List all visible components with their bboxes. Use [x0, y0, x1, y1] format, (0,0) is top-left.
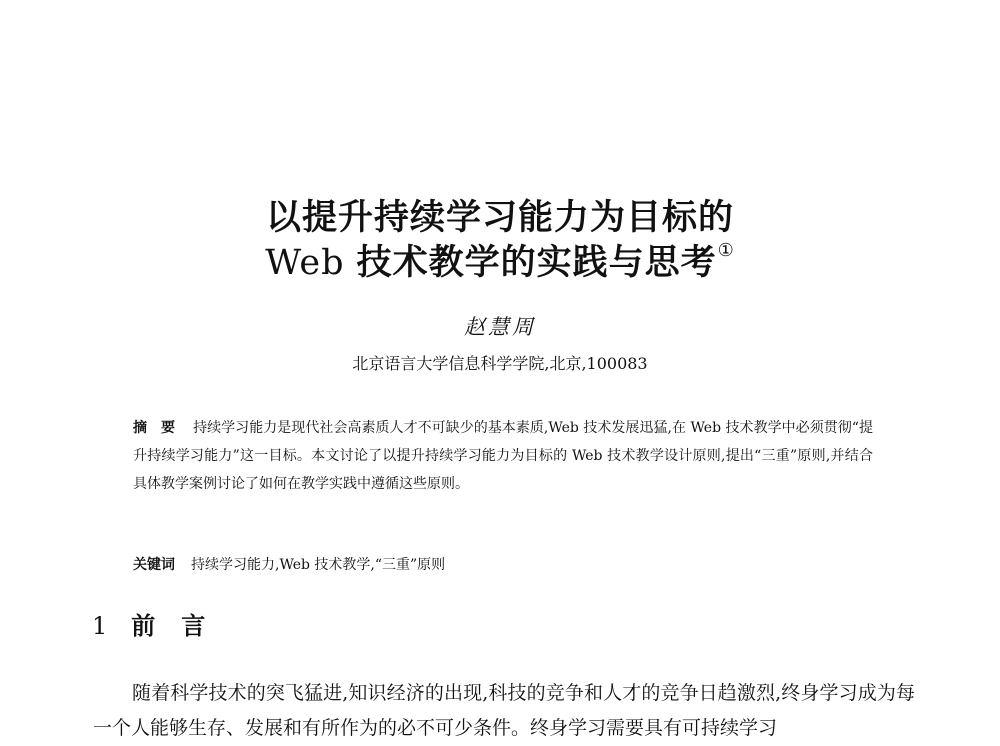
abstract-label: 摘要 [133, 420, 190, 436]
keywords [133, 555, 873, 575]
section-title: 前言 [131, 611, 232, 640]
abstract [133, 414, 873, 498]
section-heading [92, 611, 232, 640]
body-paragraph: 随着科学技术的突飞猛进,知识经济的出现,科技的竞争和人才的竞争日趋激烈,终身学习成为每一个人能够生存、发展和有所作为的必不可少条件。终身学习需要具有可持续学习 [93, 682, 915, 739]
section-number: 1 [92, 612, 108, 640]
title-footnote-mark: ① [717, 240, 735, 261]
paper-title-line-2 [0, 240, 1000, 283]
paper-title-line-1 [0, 198, 1000, 238]
title-line-2-latin: Web [265, 243, 357, 283]
title-line-2-text: 技术教学的实践与思考 [356, 243, 717, 283]
author-name: 赵慧周 [464, 315, 536, 339]
abstract-text: 持续学习能力是现代社会高素质人才不可缺少的基本素质,Web 技术发展迅猛,在 Web 技术教学中必须贯彻“提升持续学习能力”这一目标。本文讨论了以提升持续学习能力为目标的 Web 技术教学设计原则,提出“三重”原则,并结合具体教学案例讨论了如何在教学实践中遵循这些原则。 [133, 420, 874, 492]
author-affiliation: 北京语言大学信息科学学院,北京,100083 [352, 354, 648, 373]
keywords-text: 持续学习能力,Web 技术教学,“三重”原则 [191, 557, 446, 573]
title-line-1-text: 以提升持续学习能力为目标的 [265, 198, 734, 238]
keywords-label: 关键词 [133, 557, 175, 573]
